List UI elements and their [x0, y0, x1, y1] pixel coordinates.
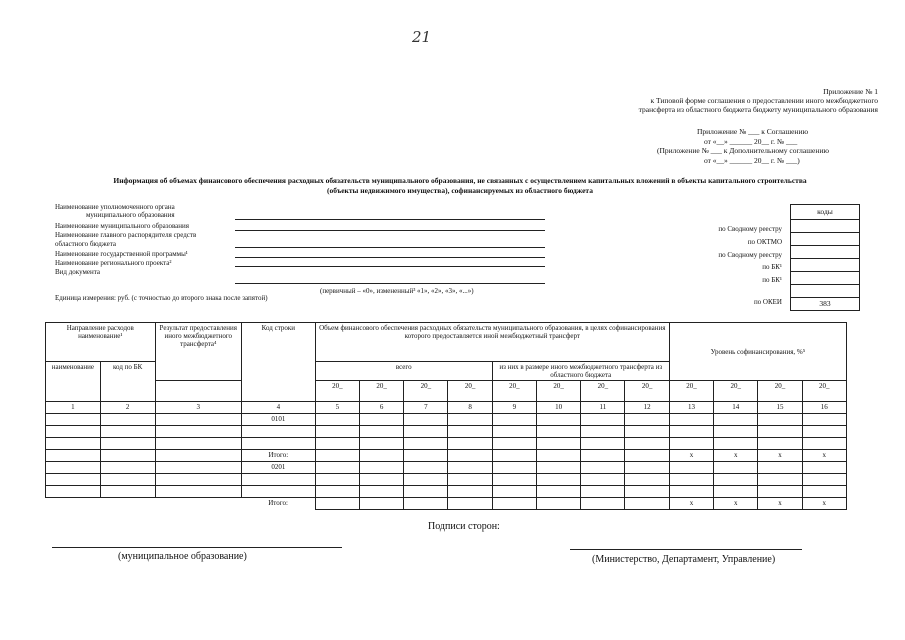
table-row[interactable]	[46, 414, 847, 426]
code-label-oktmo: по ОКТМО	[747, 238, 782, 246]
code-cell-reg2[interactable]	[790, 246, 860, 259]
table-row[interactable]	[46, 462, 847, 474]
year-cell: 20_	[492, 381, 536, 402]
col-num: 6	[359, 402, 403, 414]
col-num: 16	[802, 402, 846, 414]
field-project: Наименование регионального проекта²	[55, 259, 172, 267]
th-level: Уровень софинансирования, %⁵	[669, 323, 846, 381]
field-doc-type-note: (первичный – «0», измененный³ «1», «2», «3», «...»)	[320, 287, 474, 295]
th-of-which: из них в размере иного межбюджетного трансферта из областного бюджета	[492, 362, 669, 381]
agreement-ref-1: Приложение № ___ к Соглашению	[697, 127, 809, 136]
code-label-reg2: по Сводному реестру	[718, 251, 782, 259]
year-cell: 20_	[448, 381, 492, 402]
field-authority-1: Наименование уполномоченного органа	[55, 203, 175, 211]
col-num: 7	[404, 402, 448, 414]
x-cell: x	[669, 450, 713, 462]
col-num: 8	[448, 402, 492, 414]
financing-table	[45, 322, 847, 510]
signature-line-right[interactable]	[570, 549, 802, 550]
x-cell: x	[758, 498, 802, 510]
th-result: Результат предоставления иного межбюджетного трансферта⁴	[155, 323, 241, 381]
code-label-bk1: по БК¹	[762, 263, 782, 271]
document-heading-1: Информация об объемах финансового обеспечения расходных обязательств муниципального образования, не связанных с осуществлением капитальных вложений в объекты капитального строительства	[113, 176, 807, 185]
signatures-title: Подписи сторон:	[428, 521, 500, 532]
line-authority	[235, 219, 545, 220]
line-gr	[235, 247, 545, 248]
col-num: 3	[155, 402, 241, 414]
th-result-blank	[155, 381, 241, 402]
year-cell: 20_	[315, 381, 359, 402]
line-program	[235, 257, 545, 258]
total-row	[46, 498, 847, 510]
table-row[interactable]	[46, 426, 847, 438]
th-bk: код по БК	[100, 362, 155, 402]
field-program: Наименование государственной программы¹	[55, 250, 188, 258]
field-gr-1: Наименование главного распорядителя средств	[55, 231, 197, 239]
year-cell: 20_	[625, 381, 669, 402]
column-numbers-row	[46, 402, 847, 414]
col-num: 14	[714, 402, 758, 414]
row-code: 0101	[241, 414, 315, 426]
th-total: всего	[315, 362, 492, 381]
x-cell: x	[714, 498, 758, 510]
signature-label-right: (Министерство, Департамент, Управление)	[592, 554, 776, 565]
code-label-okei: по ОКЕИ	[753, 298, 782, 306]
agreement-ref-3: (Приложение № ___ к Дополнительному соглашению	[657, 146, 829, 155]
year-cell: 20_	[536, 381, 580, 402]
field-authority-2: муниципального образования	[86, 211, 175, 219]
x-cell: x	[802, 450, 846, 462]
col-num: 4	[241, 402, 315, 414]
year-cell: 20_	[404, 381, 448, 402]
year-cell: 20_	[359, 381, 403, 402]
signature-label-left: (муниципальное образование)	[118, 551, 247, 562]
th-name: наименование	[46, 362, 101, 402]
itogo-label: Итого:	[241, 450, 315, 462]
document-heading-2: (объекты недвижимого имущества), софинансируемых из областного бюджета	[327, 186, 593, 195]
col-num: 12	[625, 402, 669, 414]
code-cell-okei[interactable]: 383	[790, 298, 860, 311]
field-unit: Единица измерения: руб. (с точностью до второго знака после запятой)	[55, 294, 268, 302]
codes-header: коды	[790, 204, 860, 220]
table-row[interactable]	[46, 438, 847, 450]
field-municipality: Наименование муниципального образования	[55, 222, 189, 230]
col-num: 10	[536, 402, 580, 414]
code-cell-oktmo[interactable]	[790, 233, 860, 246]
table-row[interactable]	[46, 486, 847, 498]
table-row[interactable]	[46, 474, 847, 486]
subtotal-row	[46, 450, 847, 462]
th-direction: Направление расходов наименование¹	[46, 323, 156, 362]
th-code: Код строки	[241, 323, 315, 402]
x-cell: x	[714, 450, 758, 462]
year-cell: 20_	[802, 381, 846, 402]
code-cell-reg1[interactable]	[790, 220, 860, 233]
year-cell: 20_	[669, 381, 713, 402]
year-cell: 20_	[581, 381, 625, 402]
year-cell: 20_	[714, 381, 758, 402]
col-num: 2	[100, 402, 155, 414]
page-number: 21	[412, 28, 432, 46]
x-cell: x	[669, 498, 713, 510]
agreement-ref-4: от «__» ______ 20__ г. № ___)	[704, 156, 800, 165]
col-num: 11	[581, 402, 625, 414]
signature-line-left[interactable]	[52, 547, 342, 548]
col-num: 5	[315, 402, 359, 414]
col-num: 9	[492, 402, 536, 414]
code-cell-bk2[interactable]	[790, 272, 860, 285]
code-cell-blank[interactable]	[790, 285, 860, 298]
line-municipality	[235, 230, 545, 231]
appendix-title: Приложение № 1	[823, 87, 878, 96]
codes-box	[790, 204, 860, 311]
agreement-ref-2: от «__» ______ 20__ г. № ___	[704, 137, 798, 146]
x-cell: x	[758, 450, 802, 462]
field-doc-type: Вид документа	[55, 268, 101, 276]
code-label-bk2: по БК¹	[762, 276, 782, 284]
code-label-reg1: по Сводному реестру	[718, 225, 782, 233]
year-cell: 20_	[758, 381, 802, 402]
row-code: 0201	[241, 462, 315, 474]
col-num: 1	[46, 402, 101, 414]
itogo-label: Итого:	[268, 499, 288, 507]
code-cell-bk1[interactable]	[790, 259, 860, 272]
line-doc-type	[235, 283, 545, 284]
appendix-line2: трансферта из областного бюджета бюджету муниципального образования	[638, 105, 878, 114]
th-volume: Объем финансового обеспечения расходных обязательств муниципального образования, в целях софинансирования которого предоставляется иной межбюджетный трансферт	[315, 323, 669, 362]
appendix-line1: к Типовой форме соглашения о предоставлении иного межбюджетного	[650, 96, 878, 105]
col-num: 13	[669, 402, 713, 414]
x-cell: x	[802, 498, 846, 510]
col-num: 15	[758, 402, 802, 414]
field-gr-2: областного бюджета	[55, 240, 116, 248]
line-project	[235, 266, 545, 267]
